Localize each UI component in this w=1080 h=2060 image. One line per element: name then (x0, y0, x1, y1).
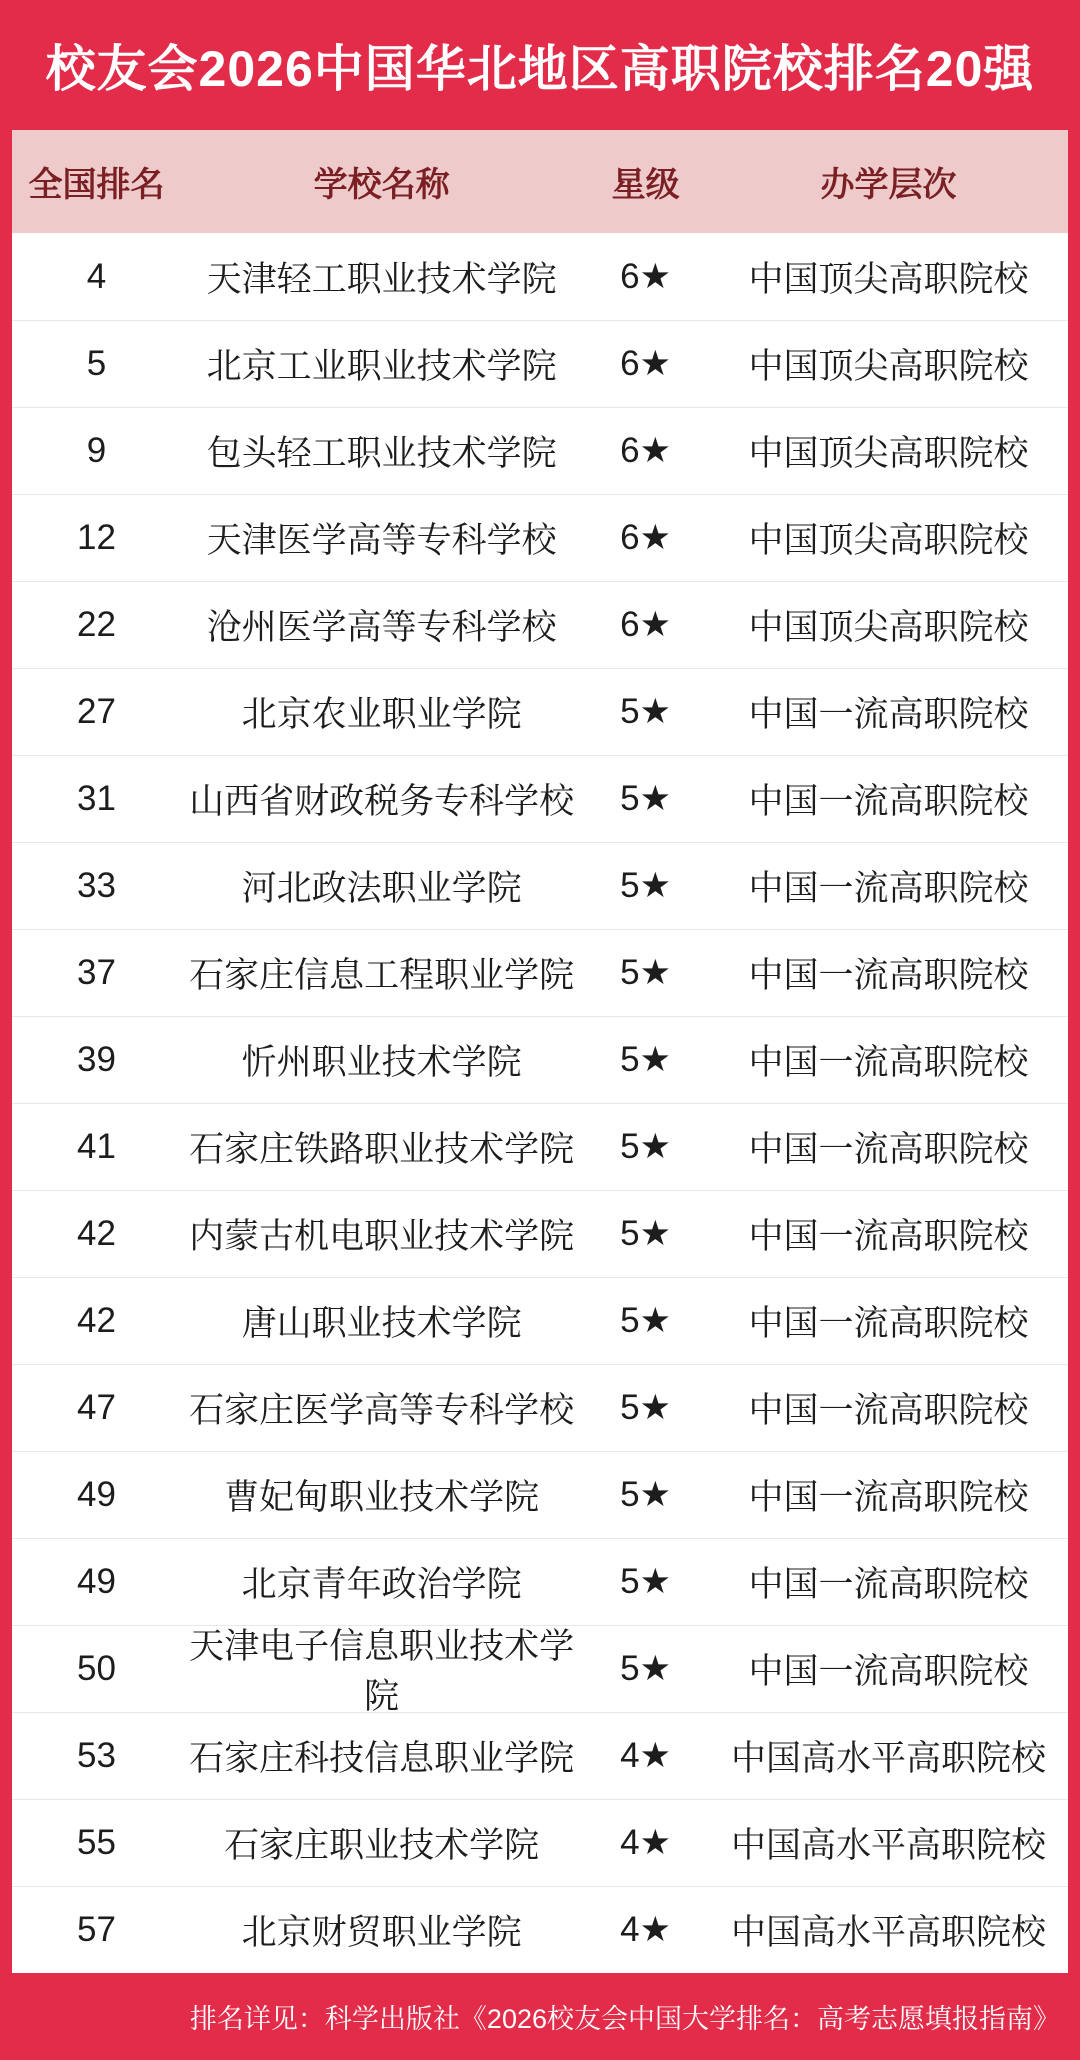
school-name-cell: 石家庄信息工程职业学院 (189, 956, 575, 995)
star-rating-cell: 6★ (620, 431, 671, 470)
title-bar (0, 0, 1080, 130)
star-rating-cell: 5★ (620, 1040, 671, 1079)
table-row (12, 1538, 1068, 1625)
school-level-cell: 中国一流高职院校 (748, 1217, 1029, 1256)
page-title: 校友会2026中国华北地区高职院校排名20强 (45, 41, 1035, 97)
school-level-cell: 中国一流高职院校 (748, 782, 1029, 821)
rank-cell: 37 (77, 953, 116, 992)
school-name-cell: 山西省财政税务专科学校 (189, 782, 575, 821)
school-level-cell: 中国一流高职院校 (748, 1565, 1029, 1604)
star-rating-cell: 5★ (620, 953, 671, 992)
school-name-cell: 石家庄职业技术学院 (224, 1826, 540, 1865)
rank-cell: 42 (77, 1214, 116, 1253)
rank-cell: 49 (77, 1562, 116, 1601)
rank-cell: 55 (77, 1823, 116, 1862)
school-level-cell: 中国顶尖高职院校 (748, 347, 1029, 386)
school-level-cell: 中国一流高职院校 (748, 956, 1029, 995)
table-row (12, 1190, 1068, 1277)
school-level-cell: 中国一流高职院校 (748, 869, 1029, 908)
star-rating-cell: 5★ (620, 1127, 671, 1166)
school-level-cell: 中国一流高职院校 (748, 1130, 1029, 1169)
table-row (12, 494, 1068, 581)
table-row (12, 1016, 1068, 1103)
table-row (12, 1625, 1068, 1716)
school-level-cell: 中国一流高职院校 (748, 1652, 1029, 1691)
star-rating-cell: 4★ (620, 1823, 671, 1862)
rank-cell: 53 (77, 1736, 116, 1775)
rank-cell: 22 (77, 605, 116, 644)
column-header-star-rating: 星级 (611, 166, 680, 204)
table-row (12, 1712, 1068, 1799)
school-level-cell: 中国顶尖高职院校 (748, 608, 1029, 647)
table-row (12, 1364, 1068, 1451)
star-rating-cell: 6★ (620, 256, 671, 296)
table-row (12, 929, 1068, 1016)
star-rating-cell: 5★ (620, 1214, 671, 1253)
school-level-cell: 中国一流高职院校 (748, 1043, 1029, 1082)
school-name-cell: 内蒙古机电职业技术学院 (189, 1217, 575, 1256)
table-row (12, 1886, 1068, 1973)
rank-cell: 5 (86, 344, 107, 383)
table-row (12, 842, 1068, 929)
school-name-cell: 天津轻工职业技术学院 (206, 259, 557, 299)
school-name-cell: 忻州职业技术学院 (241, 1043, 522, 1082)
rank-cell: 47 (77, 1388, 116, 1427)
table-row (12, 233, 1068, 320)
rank-cell: 4 (86, 256, 107, 296)
table-body (12, 233, 1068, 1973)
rank-cell: 12 (77, 518, 116, 557)
school-name-cell: 天津电子信息职业技术学院 (189, 1627, 575, 1716)
column-header-national-rank: 全国排名 (28, 166, 165, 204)
star-rating-cell: 4★ (620, 1736, 671, 1775)
school-name-cell: 唐山职业技术学院 (241, 1304, 522, 1343)
rank-cell: 31 (77, 779, 116, 818)
table-row (12, 320, 1068, 407)
school-level-cell: 中国高水平高职院校 (730, 1913, 1046, 1952)
rank-cell: 57 (77, 1910, 116, 1949)
school-name-cell: 北京青年政治学院 (241, 1565, 522, 1604)
school-level-cell: 中国顶尖高职院校 (748, 521, 1029, 560)
table-row (12, 581, 1068, 668)
star-rating-cell: 4★ (620, 1910, 671, 1949)
table-row (12, 755, 1068, 842)
rank-cell: 9 (86, 431, 107, 470)
school-name-cell: 河北政法职业学院 (241, 869, 522, 908)
rank-cell: 42 (77, 1301, 116, 1340)
star-rating-cell: 5★ (620, 866, 671, 905)
star-rating-cell: 6★ (620, 344, 671, 383)
school-name-cell: 北京财贸职业学院 (241, 1913, 522, 1952)
table-header-row (12, 130, 1068, 233)
rank-cell: 39 (77, 1040, 116, 1079)
source-note: 排名详见：科学出版社《2026校友会中国大学排名：高考志愿填报指南》 (189, 2004, 1060, 2034)
school-name-cell: 石家庄医学高等专科学校 (189, 1391, 575, 1430)
column-header-school-level: 办学层次 (820, 166, 957, 204)
school-name-cell: 石家庄铁路职业技术学院 (189, 1130, 575, 1169)
school-name-cell: 包头轻工职业技术学院 (206, 434, 557, 473)
star-rating-cell: 6★ (620, 605, 671, 644)
table-row (12, 1103, 1068, 1190)
star-rating-cell: 5★ (620, 1649, 671, 1688)
rank-cell: 41 (77, 1127, 116, 1166)
star-rating-cell: 5★ (620, 1475, 671, 1514)
table-row (12, 1799, 1068, 1886)
ranking-table (12, 130, 1068, 1973)
school-level-cell: 中国一流高职院校 (748, 1478, 1029, 1517)
rank-cell: 49 (77, 1475, 116, 1514)
school-name-cell: 北京工业职业技术学院 (206, 347, 557, 386)
star-rating-cell: 5★ (620, 1562, 671, 1601)
school-name-cell: 北京农业职业学院 (241, 695, 522, 734)
rank-cell: 50 (77, 1649, 116, 1688)
school-level-cell: 中国一流高职院校 (748, 695, 1029, 734)
school-level-cell: 中国高水平高职院校 (730, 1739, 1046, 1778)
star-rating-cell: 6★ (620, 518, 671, 557)
school-level-cell: 中国顶尖高职院校 (748, 434, 1029, 473)
table-row (12, 1277, 1068, 1364)
star-rating-cell: 5★ (620, 1301, 671, 1340)
school-level-cell: 中国一流高职院校 (748, 1304, 1029, 1343)
school-name-cell: 石家庄科技信息职业学院 (189, 1739, 575, 1778)
table-row (12, 668, 1068, 755)
rank-cell: 33 (77, 866, 116, 905)
footer-bar (0, 1973, 1080, 2060)
column-header-school-name: 学校名称 (313, 166, 450, 204)
school-level-cell: 中国顶尖高职院校 (748, 259, 1029, 299)
school-name-cell: 曹妃甸职业技术学院 (224, 1478, 540, 1517)
school-name-cell: 天津医学高等专科学校 (206, 521, 557, 560)
star-rating-cell: 5★ (620, 692, 671, 731)
star-rating-cell: 5★ (620, 1388, 671, 1427)
school-name-cell: 沧州医学高等专科学校 (206, 608, 557, 647)
star-rating-cell: 5★ (620, 779, 671, 818)
school-level-cell: 中国一流高职院校 (748, 1391, 1029, 1430)
rank-cell: 27 (77, 692, 116, 731)
table-row (12, 407, 1068, 494)
table-row (12, 1451, 1068, 1538)
school-level-cell: 中国高水平高职院校 (730, 1826, 1046, 1865)
